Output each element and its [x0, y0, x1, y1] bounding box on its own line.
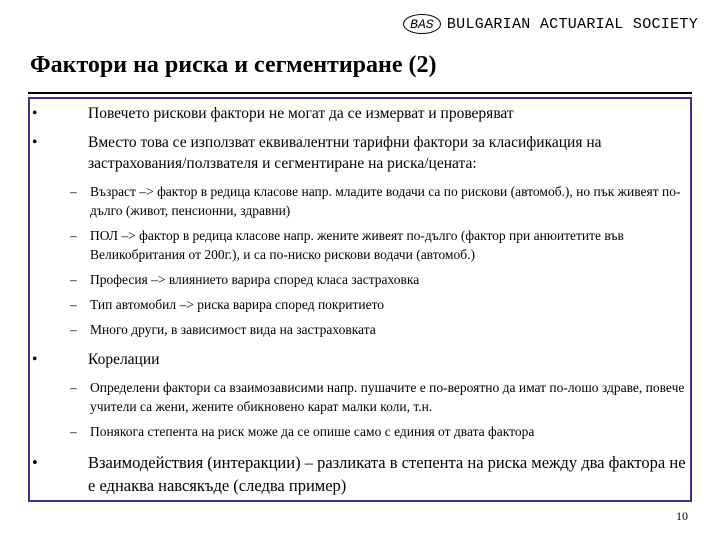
dash-mark: –	[70, 424, 77, 439]
slide-content	[30, 103, 690, 505]
bullet-mark: •	[32, 105, 38, 122]
slide-title: Фактори на риска и сегментиране (2)	[30, 52, 437, 78]
sub-bullet-text: Понякога степента на риск може да се опише само с единия от двата фактора	[90, 424, 535, 439]
sub-bullet	[30, 270, 690, 289]
bullet-text: Вместо това се използват еквивалентни тарифни фактори за класификация на застрахования/ползвателя и сегментиране на риска/цената:	[88, 134, 602, 172]
dash-mark: –	[70, 322, 77, 337]
bullet-1	[30, 103, 690, 124]
sub-bullet	[30, 422, 690, 441]
sub-bullet-text: ПОЛ –> фактор в редица класове напр. жените живеят по-дълго (фактор при анюитетите във Великобритания от 200г.), и са по-ниско рискови водачи (автомоб.)	[90, 228, 624, 262]
sub-bullet	[30, 182, 690, 220]
bullet-text: Корелации	[88, 351, 160, 368]
bullet-3	[30, 349, 690, 370]
page-number: 10	[676, 509, 688, 523]
bullet-mark: •	[32, 134, 38, 151]
sub-bullet-text: Определени фактори са взаимозависими напр. пушачите е по-вероятно да имат по-лошо здраве, повече учители са жени, жените обикновено карат малки коли, т.н.	[90, 380, 685, 414]
dash-mark: –	[70, 184, 77, 199]
sub-bullet	[30, 320, 690, 339]
sub-bullet	[30, 378, 690, 416]
bas-logo: BAS	[403, 14, 441, 34]
sub-bullet-text: Много други, в зависимост вида на застраховката	[90, 322, 376, 337]
sub-bullet-text: Възраст –> фактор в редица класове напр. младите водачи са по рискови (автомоб.), но пък живеят по-дълго (живот, пенсионни, здравни)	[90, 184, 681, 218]
org-name: BULGARIAN ACTUARIAL SOCIETY	[446, 15, 698, 33]
bullet-mark: •	[32, 453, 38, 472]
bullet-mark: •	[32, 351, 38, 368]
bullet-text: Повечето рискови фактори не могат да се измерват и проверяват	[88, 105, 514, 122]
bullet-2	[30, 132, 690, 174]
sub-bullet	[30, 226, 690, 264]
dash-mark: –	[70, 380, 77, 395]
dash-mark: –	[70, 228, 77, 243]
bullet-4	[30, 451, 690, 497]
dash-mark: –	[70, 272, 77, 287]
sub-bullet-text: Тип автомобил –> риска варира според покритието	[90, 297, 385, 312]
dash-mark: –	[70, 297, 77, 312]
sub-bullet	[30, 295, 690, 314]
sub-bullet-text: Професия –> влиянието варира според класа застраховка	[90, 272, 420, 287]
title-divider	[28, 92, 692, 94]
header	[403, 12, 698, 36]
bullet-text: Взаимодействия (интеракции) – разликата в степента на риска между два фактора не е еднаква навсякъде (следва пример)	[88, 453, 686, 495]
